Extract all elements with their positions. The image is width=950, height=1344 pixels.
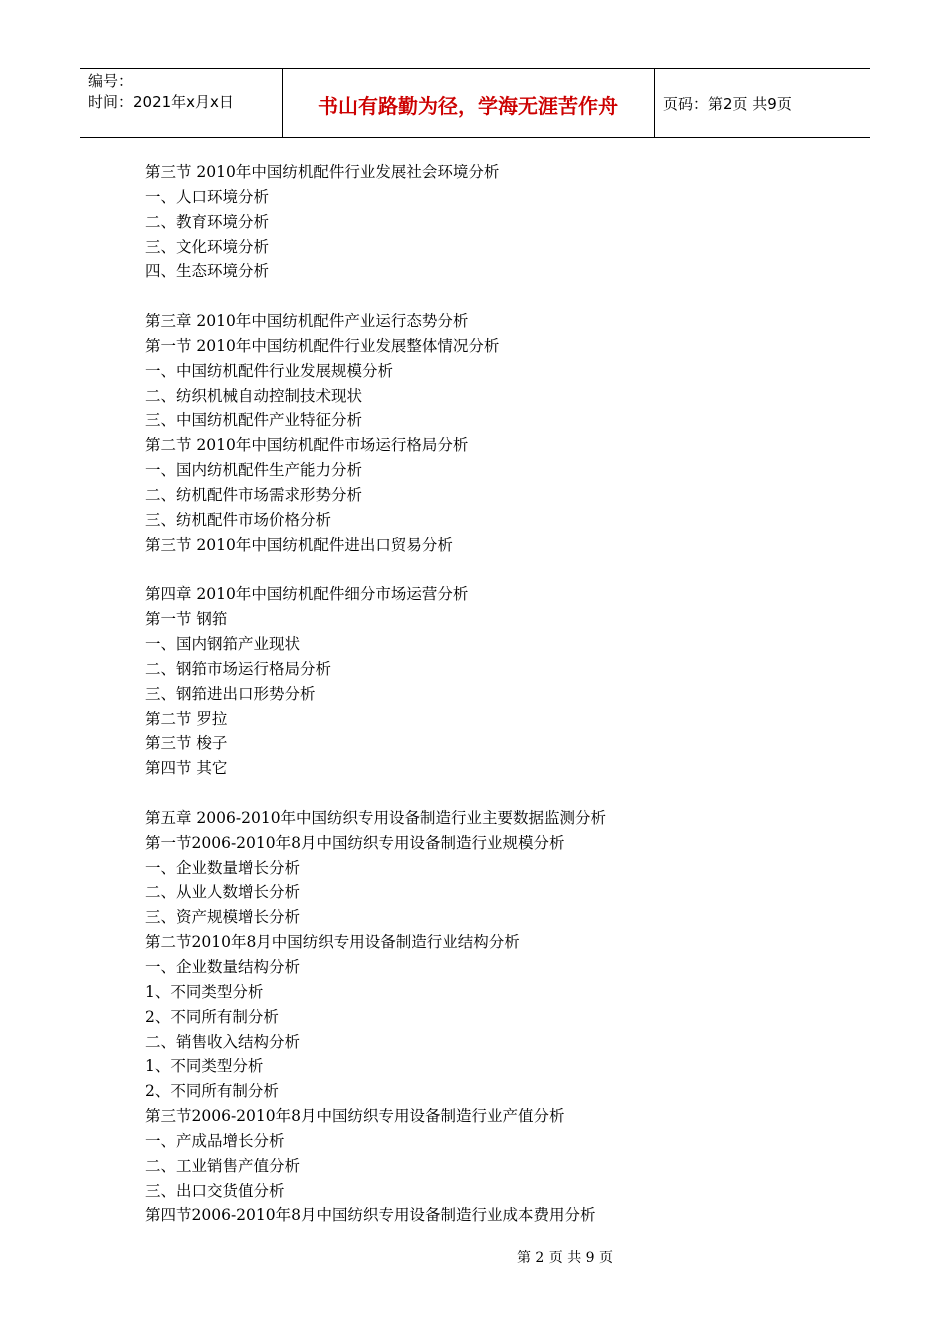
- toc-line: 第三章 2010年中国纺机配件产业运行态势分析: [145, 312, 469, 331]
- toc-line: 1、不同类型分析: [145, 1057, 264, 1076]
- blank-line: [145, 781, 865, 806]
- toc-line: 二、销售收入结构分析: [145, 1032, 301, 1051]
- toc-line: 二、教育环境分析: [145, 212, 270, 231]
- header-middle-cell: [282, 69, 655, 137]
- page-footer: [0, 1247, 950, 1267]
- page-header: [80, 68, 870, 138]
- toc-line: 第五章 2006-2010年中国纺织专用设备制造行业主要数据监测分析: [145, 808, 607, 827]
- toc-line: 1、不同类型分析: [145, 982, 264, 1001]
- header-left-cell: [80, 69, 283, 137]
- toc-line: 三、出口交货值分析: [145, 1181, 285, 1200]
- toc-line: 二、纺机配件市场需求形势分析: [145, 485, 363, 504]
- footer-page-number: 第 2 页 共 9 页: [516, 1250, 614, 1266]
- header-motto: 书山有路勤为径，学海无涯苦作舟: [318, 94, 618, 118]
- header-right-cell: [655, 69, 870, 137]
- toc-line: 三、钢筘进出口形势分析: [145, 684, 316, 703]
- toc-line: 第二节2010年8月中国纺织专用设备制造行业结构分析: [145, 933, 520, 952]
- toc-line: 第二节 罗拉: [145, 709, 228, 728]
- toc-line: 二、工业销售产值分析: [145, 1156, 301, 1175]
- toc-line: 2、不同所有制分析: [145, 1007, 279, 1026]
- toc-line: 第三节 2010年中国纺机配件行业发展社会环境分析: [145, 163, 500, 181]
- table-of-contents: [145, 160, 865, 1228]
- blank-line: [145, 558, 865, 583]
- toc-line: 一、产成品增长分析: [145, 1131, 285, 1150]
- toc-line: 一、国内钢筘产业现状: [145, 635, 301, 654]
- toc-line: 第一节 钢筘: [145, 610, 228, 629]
- toc-line: 一、国内纺机配件生产能力分析: [145, 461, 363, 480]
- toc-line: 2、不同所有制分析: [145, 1082, 279, 1101]
- header-page-info: 页码：第2页 共9页: [663, 95, 792, 113]
- toc-line: 第二节 2010年中国纺机配件市场运行格局分析: [145, 436, 469, 455]
- toc-line: 第四章 2010年中国纺机配件细分市场运营分析: [145, 585, 469, 604]
- toc-line: 第三节2006-2010年8月中国纺织专用设备制造行业产值分析: [145, 1107, 565, 1126]
- toc-line: 第三节 2010年中国纺机配件进出口贸易分析: [145, 535, 453, 554]
- toc-line: 第一节2006-2010年8月中国纺织专用设备制造行业规模分析: [145, 833, 565, 852]
- document-number-label: 编号：: [88, 72, 134, 90]
- toc-line: 一、中国纺机配件行业发展规模分析: [145, 361, 394, 380]
- toc-line: 三、中国纺机配件产业特征分析: [145, 411, 363, 430]
- toc-line: 三、资产规模增长分析: [145, 908, 301, 927]
- toc-line: 二、纺织机械自动控制技术现状: [145, 386, 363, 405]
- toc-line: 第四节 其它: [145, 759, 228, 778]
- toc-line: 三、纺机配件市场价格分析: [145, 510, 332, 529]
- toc-line: 第三节 梭子: [145, 734, 228, 753]
- toc-line: 第四节2006-2010年8月中国纺织专用设备制造行业成本费用分析: [145, 1206, 596, 1225]
- toc-line: 二、钢筘市场运行格局分析: [145, 659, 332, 678]
- document-time-label: 时间：2021年x月x日: [88, 93, 234, 111]
- toc-line: 三、文化环境分析: [145, 237, 270, 256]
- toc-line: 二、从业人数增长分析: [145, 883, 301, 902]
- toc-line: 四、生态环境分析: [145, 262, 270, 281]
- toc-line: 第一节 2010年中国纺机配件行业发展整体情况分析: [145, 336, 500, 355]
- toc-line: 一、企业数量增长分析: [145, 858, 301, 877]
- toc-line: 一、企业数量结构分析: [145, 958, 301, 976]
- toc-line: 一、人口环境分析: [145, 187, 270, 206]
- blank-line: [145, 284, 865, 309]
